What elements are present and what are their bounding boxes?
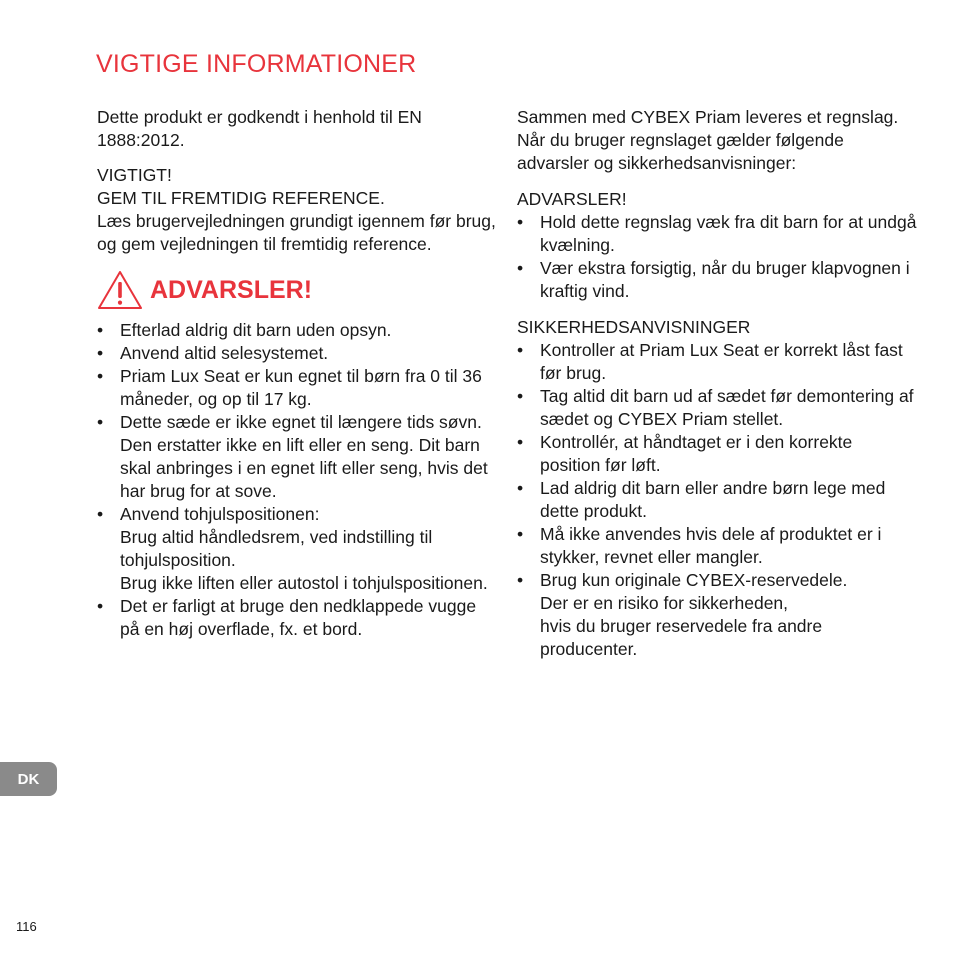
- list-item: [97, 503, 497, 595]
- page-title: VIGTIGE INFORMATIONER: [96, 50, 417, 78]
- spare-parts-text: Brug kun originale CYBEX-reservedele.: [540, 570, 848, 590]
- safety-list: [517, 339, 917, 661]
- list-item-text: Det er farligt at bruge den nedklappede vugge på en høj overflade, fx. et bord.: [120, 596, 477, 639]
- bullet: •: [97, 343, 104, 363]
- list-item-text: Må ikke anvendes hvis dele af produktet er i stykker, revnet eller mangler.: [540, 524, 882, 567]
- page-number: 116: [16, 919, 37, 934]
- list-item: [517, 569, 917, 661]
- twowheel-strap-text: Brug altid håndledsrem, ved indstilling til tohjulsposition.: [120, 527, 433, 570]
- bullet: •: [97, 412, 104, 432]
- list-item: [97, 411, 497, 503]
- twowheel-label: Anvend tohjulspositionen:: [120, 504, 320, 524]
- bullet: •: [97, 320, 104, 340]
- list-item: [97, 319, 497, 342]
- list-item-text: Kontrollér, at håndtaget er i den korrekte position før løft.: [540, 432, 853, 475]
- left-column: [97, 106, 497, 641]
- list-item: [97, 595, 497, 641]
- read-manual-text: Læs brugervejledningen grundigt igennem før brug, og gem vejledningen til fremtidig reference.: [97, 211, 496, 254]
- list-item-text: Kontroller at Priam Lux Seat er korrekt låst fast før brug.: [540, 340, 903, 383]
- important-label: VIGTIGT!: [97, 165, 172, 185]
- bullet: •: [517, 478, 524, 498]
- list-item-text: Tag altid dit barn ud af sædet før demontering af sædet og CYBEX Priam stellet.: [540, 386, 914, 429]
- raincover-warnings-label: ADVARSLER!: [517, 189, 627, 209]
- list-item: [517, 385, 917, 431]
- list-item: [517, 257, 917, 303]
- bullet: •: [517, 258, 524, 278]
- bullet: •: [517, 432, 524, 452]
- right-column: [517, 106, 917, 661]
- bullet: •: [517, 386, 524, 406]
- list-item: [517, 523, 917, 569]
- warning-list: [97, 319, 497, 641]
- bullet: •: [517, 340, 524, 360]
- list-item: [97, 342, 497, 365]
- bullet: •: [97, 504, 104, 524]
- approval-text: Dette produkt er godkendt i henhold til EN 1888:2012.: [97, 107, 422, 150]
- bullet: •: [97, 366, 104, 386]
- raincover-intro: Sammen med CYBEX Priam leveres et regnslag. Når du bruger regnslaget gælder følgende advarsler og sikkerhedsanvisninger:: [517, 107, 899, 173]
- list-item-text: Vær ekstra forsigtig, når du bruger klapvognen i kraftig vind.: [540, 258, 910, 301]
- list-item-text: Priam Lux Seat er kun egnet til børn fra 0 til 36 måneder, og op til 17 kg.: [120, 366, 482, 409]
- list-item: [97, 365, 497, 411]
- bullet: •: [97, 596, 104, 616]
- list-item: [517, 477, 917, 523]
- language-tab: DK: [0, 762, 57, 796]
- warning-triangle-icon: [97, 270, 143, 310]
- bullet: •: [517, 212, 524, 232]
- warning-heading: [97, 270, 497, 310]
- list-item-text: Hold dette regnslag væk fra dit barn for at undgå kvælning.: [540, 212, 917, 255]
- list-item: [517, 431, 917, 477]
- spare-parts-other-text: hvis du bruger reservedele fra andre producenter.: [540, 616, 823, 659]
- list-item-text: Efterlad aldrig dit barn uden opsyn.: [120, 320, 392, 340]
- spare-parts-risk-text: Der er en risiko for sikkerheden,: [540, 593, 789, 613]
- bullet: •: [517, 524, 524, 544]
- list-item: [517, 339, 917, 385]
- list-item-text: Dette sæde er ikke egnet til længere tids søvn. Den erstatter ikke en lift eller en seng. Dit barn skal anbringes i en egnet lift eller seng, hvis det har brug for at sove.: [120, 412, 488, 501]
- raincover-warning-list: [517, 211, 917, 303]
- list-item-text: Anvend altid selesystemet.: [120, 343, 329, 363]
- warning-heading-text: ADVARSLER!: [150, 275, 313, 304]
- safety-label: SIKKERHEDSANVISNINGER: [517, 317, 751, 337]
- twowheel-carrycot-text: Brug ikke liften eller autostol i tohjulspositionen.: [120, 573, 488, 593]
- list-item-text: Lad aldrig dit barn eller andre børn lege med dette produkt.: [540, 478, 886, 521]
- keep-reference-label: GEM TIL FREMTIDIG REFERENCE.: [97, 188, 385, 208]
- bullet: •: [517, 570, 524, 590]
- list-item: [517, 211, 917, 257]
